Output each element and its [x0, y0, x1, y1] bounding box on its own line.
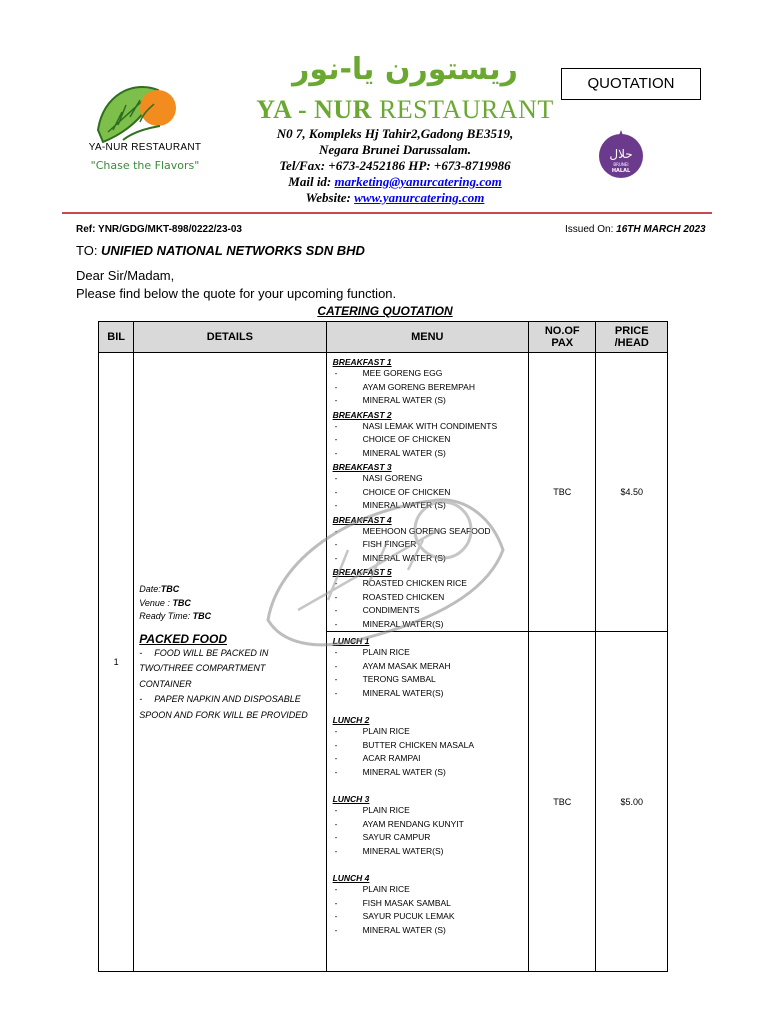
menu-group-label: LUNCH 1 — [332, 636, 370, 646]
menu-item-label: PLAIN RICE — [362, 726, 410, 736]
menu-item — [333, 766, 524, 780]
menu-item — [333, 687, 524, 701]
restaurant-name — [255, 95, 555, 125]
menu-item — [333, 831, 524, 845]
document-type-box: QUOTATION — [561, 68, 701, 100]
website-line — [250, 190, 540, 206]
menu-item — [333, 381, 524, 395]
menu-group-label: BREAKFAST 4 — [332, 514, 392, 525]
venue-label: Venue : — [139, 597, 173, 608]
to-label: TO: — [76, 243, 102, 258]
issued-date-value: 16TH MARCH 2023 — [616, 224, 706, 235]
menu-gap — [333, 700, 524, 713]
menu-item-label: FISH MASAK SAMBAL — [362, 897, 451, 908]
packed-note-1a: FOOD WILL BE PACKED IN — [154, 647, 269, 658]
lunch-price: $5.00 — [596, 632, 668, 972]
menu-item — [333, 367, 524, 381]
menu-group-label: LUNCH 3 — [332, 794, 370, 804]
menu-item-label: MINERAL WATER (S) — [362, 500, 446, 510]
halal-sub2: BRUNEI — [613, 162, 629, 167]
restaurant-name-bold: YA - NUR — [256, 95, 372, 124]
menu-item-label: PLAIN RICE — [362, 884, 410, 894]
menu-item-label: ROASTED CHICKEN — [362, 591, 445, 602]
menu-item-label: CONDIMENTS — [362, 605, 420, 615]
date-label: Date: — [139, 584, 161, 594]
menu-item-label: MINERAL WATER (S) — [362, 447, 446, 458]
menu-item-label: MINERAL WATER (S) — [362, 552, 446, 563]
menu-item-label: AYAM RENDANG KUNYIT — [362, 818, 464, 829]
header-divider — [62, 212, 712, 214]
menu-item-label: MEE GORENG EGG — [362, 368, 443, 378]
ready-value: TBC — [192, 611, 212, 621]
halal-badge-icon — [595, 128, 647, 180]
section-title: CATERING QUOTATION — [317, 304, 453, 318]
menu-item-label: NASI LEMAK WITH CONDIMENTS — [362, 420, 498, 431]
menu-item-label: ACAR RAMPAI — [362, 753, 421, 763]
menu-item-label: CHOICE OF CHICKEN — [362, 434, 451, 444]
restaurant-name-arabic: ريستورن يا-نور — [292, 52, 518, 87]
packed-note-2: - PAPER NAPKIN AND DISPOSABLE — [139, 694, 301, 704]
menu-item-label: TERONG SAMBAL — [362, 674, 436, 684]
header-pax — [529, 322, 596, 353]
mail-label: Mail id: — [288, 174, 335, 189]
intro-text: Please find below the quote for your upcoming function. — [76, 286, 397, 301]
ready-label: Ready Time: — [139, 611, 193, 621]
email-link[interactable]: marketing@yanurcatering.com — [334, 174, 502, 189]
menu-group-label: BREAKFAST 5 — [332, 567, 392, 577]
address-line-1: N0 7, Kompleks Hj Tahir2,Gadong BE3519, — [276, 126, 514, 141]
halal-text: حلال — [609, 147, 633, 161]
header-bil: BIL — [99, 322, 134, 353]
menu-item — [333, 897, 524, 911]
menu-item-label: MINERAL WATER (S) — [362, 924, 446, 935]
menu-item — [333, 394, 524, 408]
menu-item-label: MINERAL WATER (S) — [362, 395, 446, 405]
menu-item-label: SAYUR CAMPUR — [362, 832, 431, 842]
logo-watermark — [238, 470, 528, 670]
menu-item — [333, 739, 524, 753]
header-price — [596, 322, 668, 353]
menu-item — [333, 433, 524, 447]
packed-food-title: PACKED FOOD — [139, 631, 228, 646]
menu-group-label: LUNCH 2 — [332, 715, 370, 725]
header-price-line1: PRICE — [614, 325, 649, 337]
header-details: DETAILS — [134, 322, 326, 353]
menu-gap — [333, 779, 524, 792]
menu-item-label: MINERAL WATER(S) — [362, 687, 444, 698]
mail-line — [250, 174, 540, 190]
menu-item-label: BUTTER CHICKEN MASALA — [362, 739, 475, 750]
menu-item-label: MINERAL WATER(S) — [362, 845, 444, 856]
website-link[interactable]: www.yanurcatering.com — [354, 190, 485, 205]
packed-note-1: - FOOD WILL BE PACKED IN — [139, 647, 269, 658]
lunch-groups — [333, 636, 524, 937]
greeting: Dear Sir/Madam, — [76, 268, 175, 283]
menu-item-label: CHOICE OF CHICKEN — [362, 486, 451, 497]
menu-group-label: BREAKFAST 2 — [332, 409, 392, 420]
lunch-menu-cell — [326, 632, 528, 972]
menu-item — [333, 752, 524, 766]
menu-item-label: PLAIN RICE — [362, 805, 410, 815]
header-price-line2: /HEAD — [614, 337, 649, 349]
reference-number: Ref: YNR/GDG/MKT-898/0222/23-03 — [76, 224, 242, 235]
menu-item-label: ROASTED CHICKEN RICE — [362, 578, 467, 588]
phone-line: Tel/Fax: +673-2452186 HP: +673-8719986 — [279, 158, 511, 173]
menu-item-label: NASI GORENG — [362, 473, 423, 483]
packed-note-1c: CONTAINER — [139, 678, 192, 689]
menu-gap — [333, 858, 524, 871]
date-value: TBC — [160, 584, 180, 594]
menu-item — [333, 883, 524, 897]
menu-item-label: PLAIN RICE — [362, 647, 410, 657]
logo-tagline: "Chase the Flavors" — [90, 159, 200, 172]
venue-value: TBC — [172, 597, 191, 608]
menu-item — [333, 818, 524, 832]
breakfast-pax: TBC — [529, 353, 596, 632]
menu-group-label: BREAKFAST 1 — [332, 357, 392, 367]
table-header-row — [99, 322, 668, 353]
recipient — [76, 243, 365, 258]
menu-item-label: MEEHOON GORENG SEAFOOD — [362, 525, 491, 536]
menu-item-label: SAYUR PUCUK LEMAK — [362, 911, 455, 921]
menu-item-label: FISH FINGER — [362, 539, 417, 549]
bil-cell: 1 — [99, 353, 134, 972]
breakfast-price: $4.50 — [596, 353, 668, 632]
website-label: Website: — [305, 190, 355, 205]
menu-item-label: MINERAL WATER (S) — [362, 766, 446, 777]
menu-item — [333, 845, 524, 859]
menu-item-label: MINERAL WATER(S) — [362, 618, 444, 629]
recipient-company: UNIFIED NATIONAL NETWORKS SDN BHD — [101, 243, 365, 258]
menu-item — [333, 447, 524, 461]
issued-label: Issued On: — [565, 224, 617, 235]
menu-item — [333, 420, 524, 434]
lunch-pax: TBC — [529, 632, 596, 972]
menu-group-label: BREAKFAST 3 — [332, 462, 392, 472]
menu-group-label: LUNCH 4 — [332, 873, 370, 883]
packed-note-1b: TWO/THREE COMPARTMENT — [139, 663, 266, 673]
logo-name: YA-NUR RESTAURANT — [88, 142, 202, 153]
menu-item-label: AYAM MASAK MERAH — [362, 660, 451, 671]
address-line-2: Negara Brunei Darussalam. — [318, 142, 472, 157]
packed-note-2b: SPOON AND FORK WILL BE PROVIDED — [139, 709, 308, 720]
menu-item — [333, 910, 524, 924]
header-pax-line1: NO.OF — [544, 325, 580, 337]
menu-item — [333, 725, 524, 739]
halal-sub: HALAL — [611, 168, 631, 174]
menu-item — [333, 673, 524, 687]
header-menu: MENU — [326, 322, 528, 353]
issued-date — [565, 224, 706, 235]
menu-item — [333, 804, 524, 818]
menu-item — [333, 924, 524, 938]
restaurant-name-rest: RESTAURANT — [371, 95, 554, 124]
header-pax-line2: PAX — [551, 337, 574, 349]
menu-item-label: AYAM GORENG BEREMPAH — [362, 381, 475, 392]
packed-note-2a: PAPER NAPKIN AND DISPOSABLE — [154, 694, 301, 704]
